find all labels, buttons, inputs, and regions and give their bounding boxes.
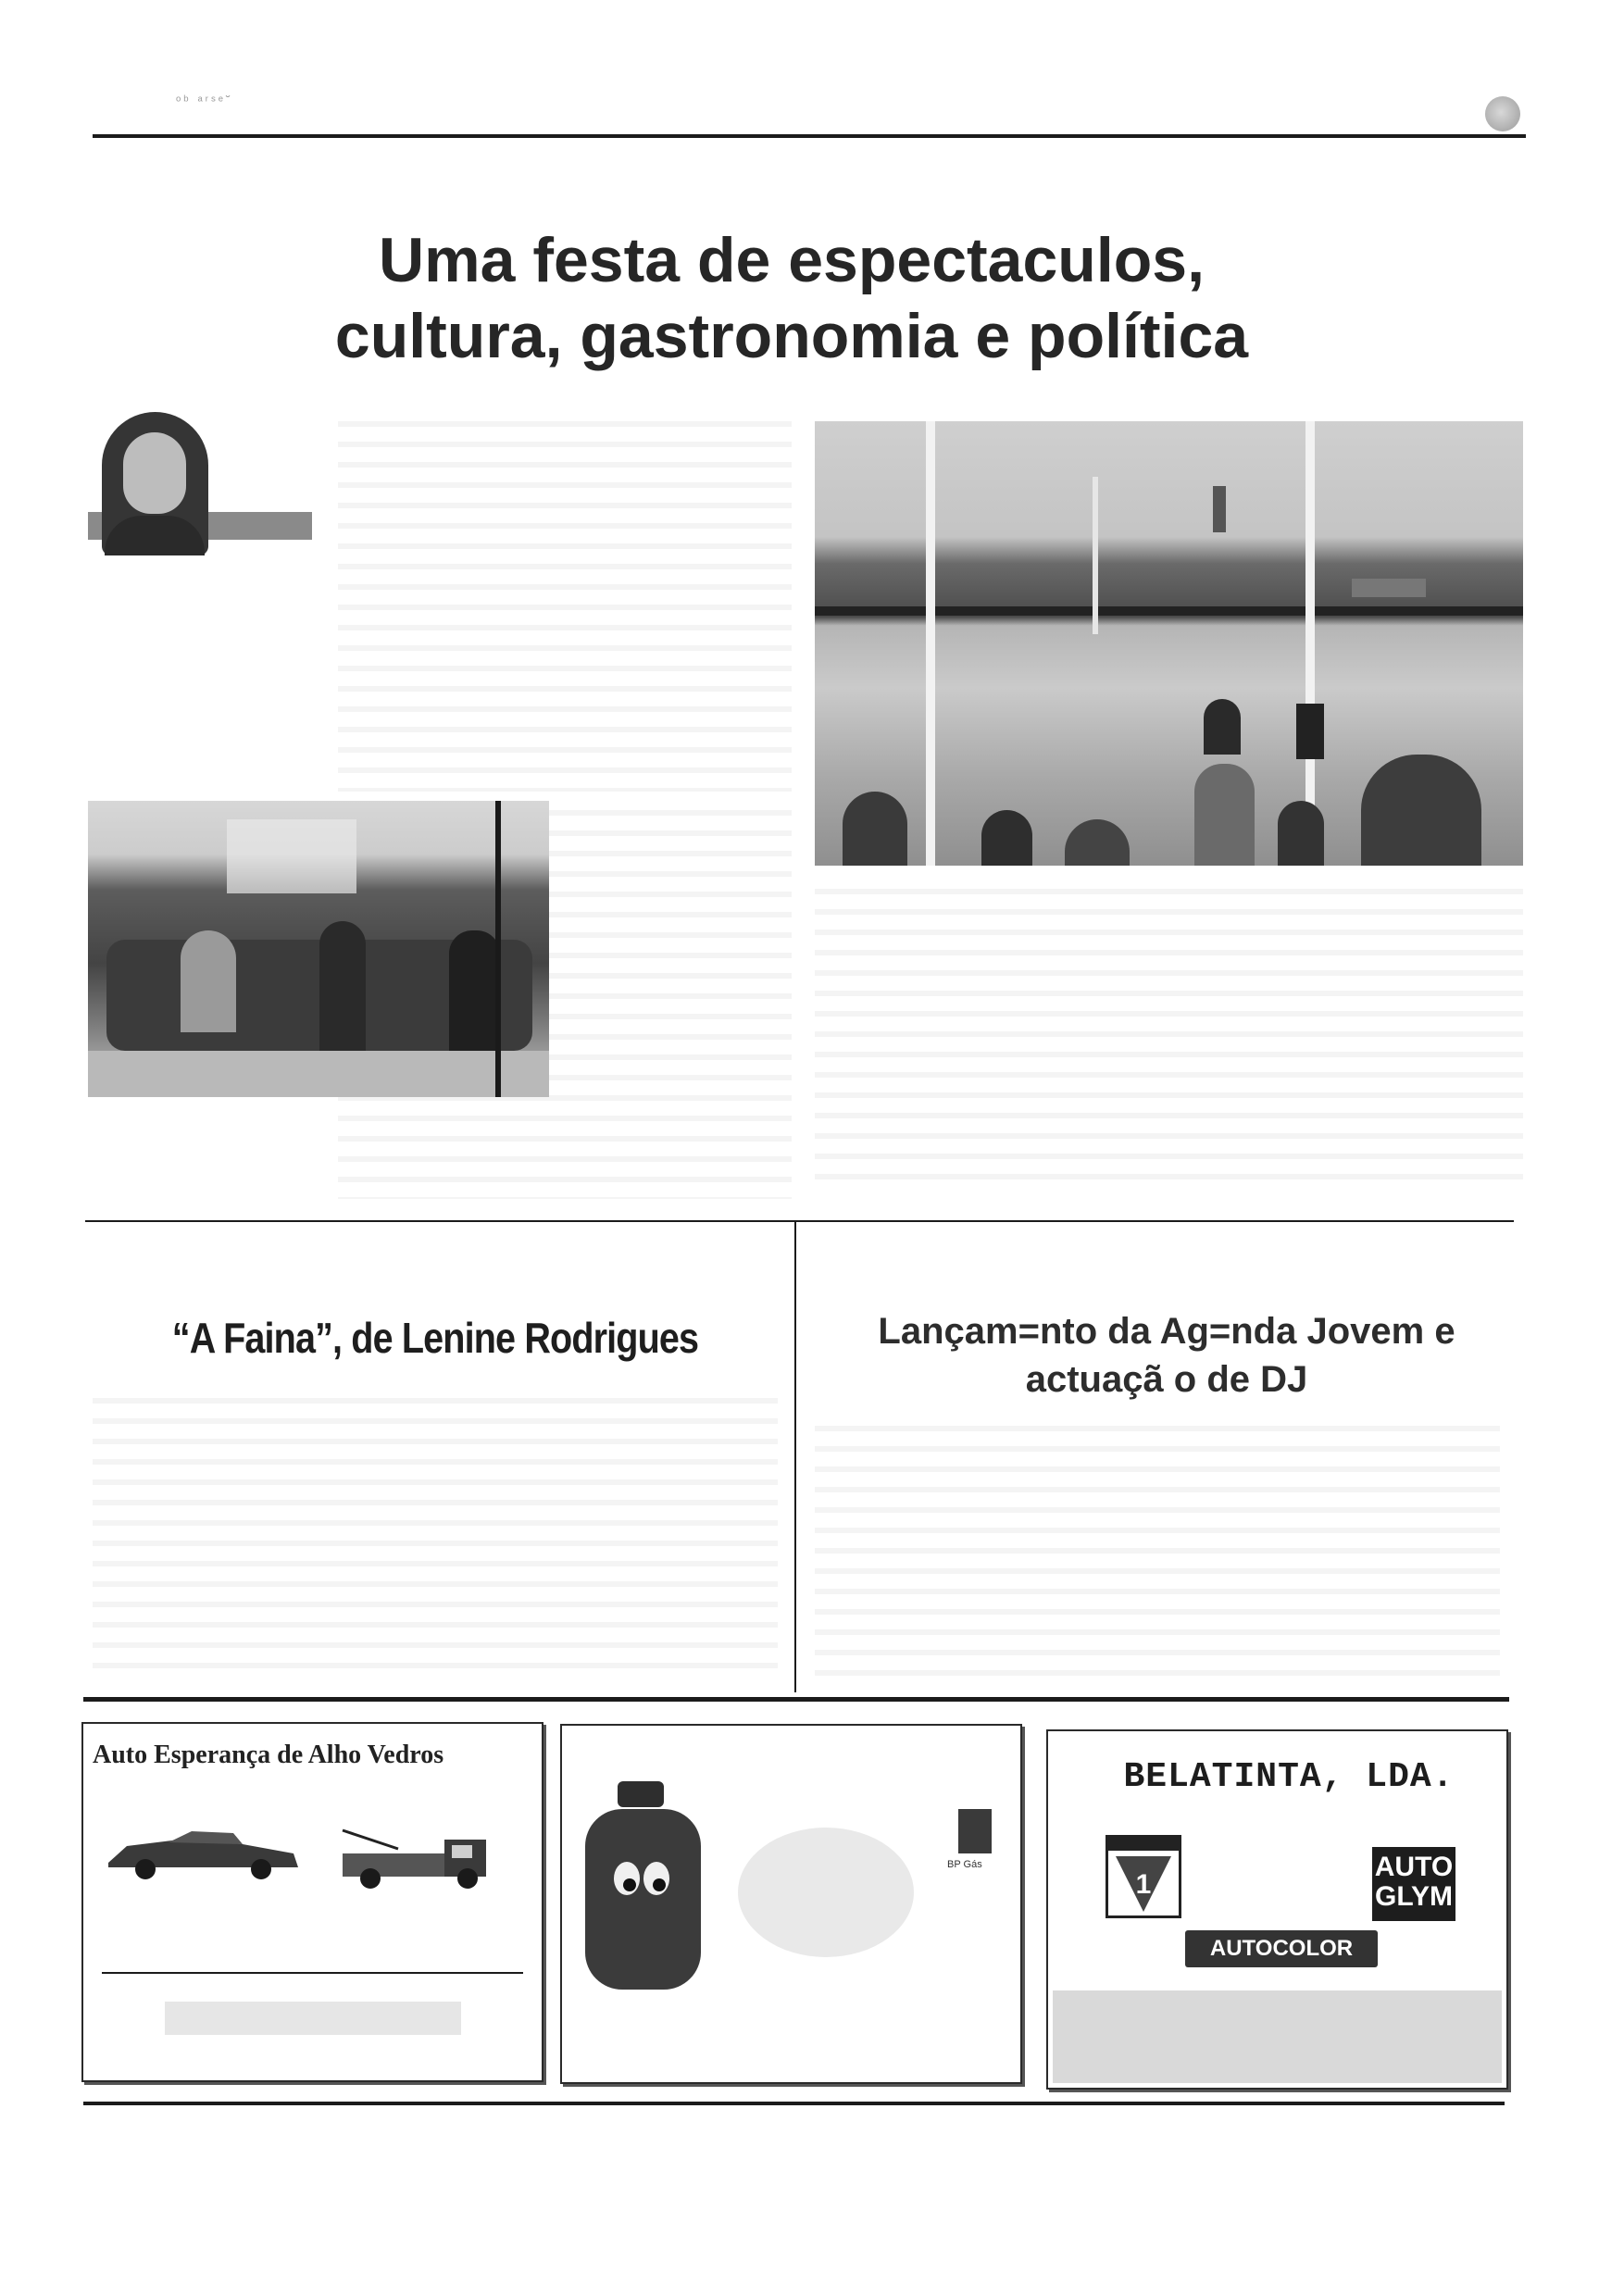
header-rule bbox=[93, 134, 1526, 138]
main-headline-line1: Uma festa de espectaculos, bbox=[379, 225, 1205, 295]
autoglym-logo bbox=[1372, 1847, 1455, 1921]
ad-belatinta-title: BELATINTA, LDA. bbox=[1123, 1757, 1455, 1797]
ad-auto-esperanca bbox=[81, 1722, 543, 2082]
autoglym-logo-text: AUTO GLYM bbox=[1374, 1852, 1454, 1912]
main-headline bbox=[278, 222, 1305, 374]
page-number-badge bbox=[1485, 96, 1520, 131]
column-divider bbox=[794, 1220, 796, 1692]
faina-headline: “A Faina”, de Lenine Rodrigues bbox=[171, 1314, 699, 1362]
body-text-column bbox=[338, 421, 792, 792]
bp-gas-label: BP Gás bbox=[947, 1859, 982, 1870]
crowd-walking-photo bbox=[88, 801, 549, 1097]
ad-bp-gas bbox=[560, 1724, 1022, 2084]
footer-rule bbox=[83, 2102, 1505, 2105]
sports-car-icon bbox=[104, 1826, 307, 1881]
svg-text:1: 1 bbox=[1135, 1869, 1152, 1900]
ad-auto-esperanca-title: Auto Esperança de Alho Vedros bbox=[93, 1741, 444, 1769]
tow-truck-icon bbox=[333, 1812, 509, 1890]
fountain-crowd-photo bbox=[815, 421, 1523, 866]
body-text-column bbox=[93, 1398, 778, 1676]
author-photo bbox=[88, 412, 312, 555]
body-text-column bbox=[815, 889, 1523, 1185]
agenda-headline-line1: Lançam=nto da Ag=nda Jovem e bbox=[878, 1311, 1455, 1352]
einszett-logo bbox=[1106, 1835, 1181, 1918]
body-text-column bbox=[815, 1426, 1500, 1676]
ads-top-rule bbox=[83, 1697, 1509, 1702]
gas-bottle-mascot-icon bbox=[571, 1777, 715, 1994]
header-marks: ᵒᵇ ᵃʳˢᵉ˘ bbox=[176, 93, 233, 107]
bp-logo-icon bbox=[958, 1809, 992, 1853]
ad-belatinta bbox=[1046, 1729, 1508, 2090]
section-rule bbox=[85, 1220, 1514, 1222]
main-headline-line2: cultura, gastronomia e política bbox=[334, 301, 1249, 371]
agenda-headline bbox=[815, 1307, 1518, 1404]
agenda-headline-line2: actuaçã o de DJ bbox=[1025, 1359, 1308, 1400]
autocolor-logo: AUTOCOLOR bbox=[1185, 1930, 1378, 1967]
